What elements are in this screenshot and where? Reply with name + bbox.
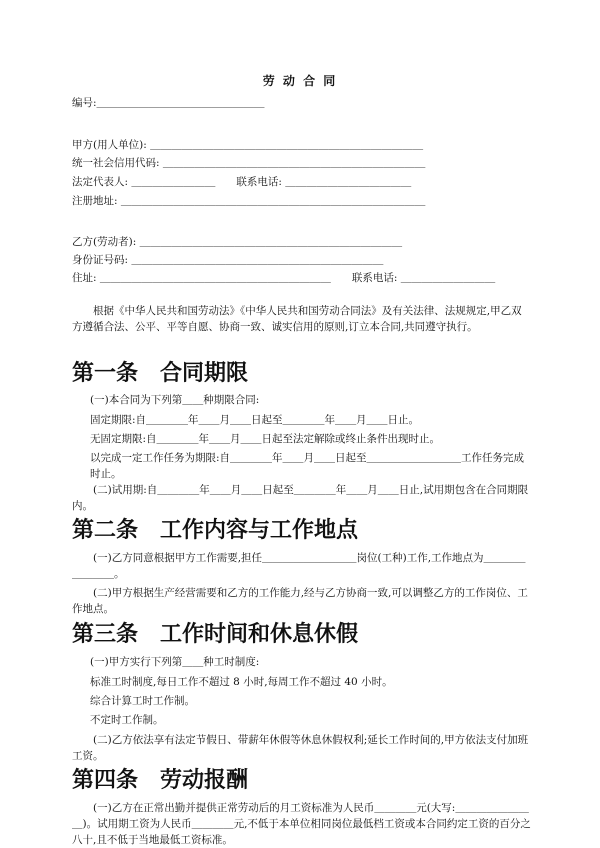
- article-1-fixed-term: 固定期限:自＿＿＿＿年＿＿月＿＿日起至＿＿＿＿年＿＿月＿＿日止。: [90, 414, 420, 426]
- article-1-task-term: 以完成一定工作任务为期限:自＿＿＿＿年＿＿月＿＿日起至＿＿＿＿＿＿＿＿＿工作任务完成时止。: [90, 452, 525, 480]
- party-b-address-field[interactable]: 住址: ＿＿＿＿＿＿＿＿＿＿＿＿＿＿＿＿＿＿＿＿＿＿ 联系电话: ＿＿＿＿＿＿＿＿＿: [72, 272, 496, 284]
- article-3-clause-2: (二)乙方依法享有法定节假日、带薪年休假等休息休假权利;延长工作时间的,甲方依法支付加班工资。: [72, 734, 529, 762]
- article-4-title: 劳动报酬: [160, 768, 249, 793]
- document-title: 劳 动 合 同: [262, 74, 338, 88]
- contract-number-field[interactable]: 编号:＿＿＿＿＿＿＿＿＿＿＿＿＿＿＿＿: [72, 97, 265, 109]
- article-2-number: 第二条: [72, 518, 139, 543]
- article-3-flexible-hours: 不定时工作制。: [90, 714, 164, 726]
- article-3-number: 第三条: [72, 622, 139, 647]
- article-2-title: 工作内容与工作地点: [160, 518, 359, 543]
- article-3-comprehensive-hours: 综合计算工时工作制。: [90, 695, 195, 707]
- article-1-probation: (二)试用期:自＿＿＿＿年＿＿月＿＿日起至＿＿＿＿年＿＿月＿＿日止,试用期包含在合同期限内。: [72, 484, 529, 512]
- party-a-legal-rep-field[interactable]: 法定代表人: ＿＿＿＿＿＿＿＿ 联系电话: ＿＿＿＿＿＿＿＿＿＿＿＿: [72, 176, 412, 188]
- intro-paragraph: 根据《中华人民共和国劳动法》《中华人民共和国劳动合同法》及有关法律、法规规定,甲乙双方遵循合法、公平、平等自愿、协商一致、诚实信用的原则,订立本合同,共同遵守执行。: [72, 305, 522, 333]
- party-b-name-field[interactable]: 乙方(劳动者): ＿＿＿＿＿＿＿＿＿＿＿＿＿＿＿＿＿＿＿＿＿＿＿＿＿: [72, 236, 403, 248]
- article-1-number: 第一条: [72, 361, 139, 386]
- article-4-number: 第四条: [72, 768, 139, 793]
- article-2-clause-2: (二)甲方根据生产经营需要和乙方的工作能力,经与乙方协商一致,可以调整乙方的工作岗位、工作地点。: [72, 587, 528, 615]
- article-1-heading: [72, 361, 248, 387]
- article-1-clause-1: (一)本合同为下列第＿＿种期限合同:: [90, 394, 260, 406]
- article-1-open-term: 无固定期限:自＿＿＿＿年＿＿月＿＿日起至法定解除或终止条件出现时止。: [90, 433, 441, 445]
- article-3-heading: [72, 622, 358, 648]
- article-2-clause-1: (一)乙方同意根据甲方工作需要,担任＿＿＿＿＿＿＿＿＿岗位(工种)工作,工作地点为＿＿＿＿＿＿＿＿。: [72, 552, 526, 580]
- article-4-clause-1: (一)乙方在正常出勤并提供正常劳动后的月工资标准为人民币＿＿＿＿元(大写:＿＿＿＿＿＿＿＿)。试用期工资为人民币＿＿＿＿元,不低于本单位相同岗位最低档工资或本合同约定工资的百分之八十,且不低于当地最低工资标准。: [72, 802, 531, 846]
- party-a-name-field[interactable]: 甲方(用人单位): ＿＿＿＿＿＿＿＿＿＿＿＿＿＿＿＿＿＿＿＿＿＿＿＿＿＿: [72, 139, 424, 151]
- party-b-id-field[interactable]: 身份证号码: ＿＿＿＿＿＿＿＿＿＿＿＿＿＿＿＿＿＿＿＿＿＿＿＿: [72, 254, 384, 266]
- article-3-clause-1: (一)甲方实行下列第＿＿种工时制度:: [90, 656, 260, 668]
- article-3-standard-hours: 标准工时制度,每日工作不超过 8 小时,每周工作不超过 40 小时。: [90, 676, 393, 688]
- article-2-heading: [72, 518, 358, 544]
- party-a-address-field[interactable]: 注册地址: ＿＿＿＿＿＿＿＿＿＿＿＿＿＿＿＿＿＿＿＿＿＿＿＿＿＿＿＿＿: [72, 195, 426, 207]
- article-3-title: 工作时间和休息休假: [160, 622, 359, 647]
- article-1-title: 合同期限: [160, 361, 249, 386]
- party-a-credit-code-field[interactable]: 统一社会信用代码: ＿＿＿＿＿＿＿＿＿＿＿＿＿＿＿＿＿＿＿＿＿＿＿＿＿: [72, 157, 426, 169]
- article-4-heading: [72, 768, 248, 794]
